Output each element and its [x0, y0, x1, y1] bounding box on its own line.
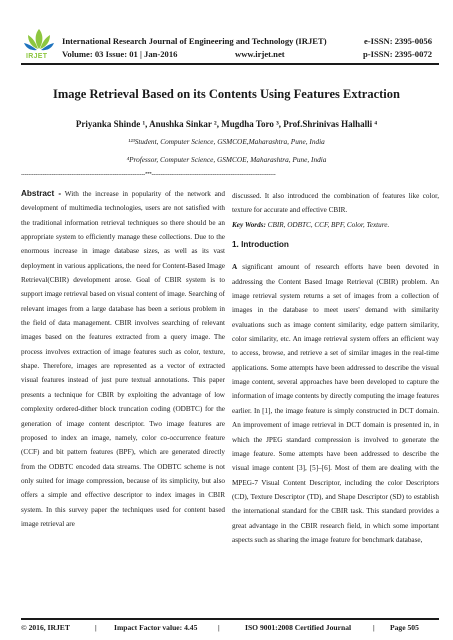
author-list: Priyanka Shinde ¹, Anushka Sinkar ², Mugdha Toro ³, Prof.Shrinivas Halhalli ⁴ — [75, 119, 378, 129]
header-line-1 — [62, 36, 432, 46]
e-issn: e-ISSN: 2395-0056 — [363, 36, 432, 46]
footer-page-number: Page 505 — [390, 623, 419, 632]
affiliation-students: ¹²³Student, Computer Science, GSMCOE,Maharashtra, Pune, India — [128, 137, 325, 146]
p-issn: p-ISSN: 2395-0072 — [363, 49, 432, 59]
header-line-2 — [62, 49, 432, 59]
abstract-label: Abstract - — [21, 189, 62, 198]
footer-divider-3: | — [373, 623, 375, 632]
left-column — [21, 187, 225, 531]
abstract-paragraph — [21, 187, 225, 531]
journal-name: International Research Journal of Engineering and Technology (IRJET) — [62, 36, 327, 46]
keywords-line — [232, 218, 439, 232]
introduction-heading: 1. Introduction — [232, 240, 289, 250]
keywords-label: Key Words: — [232, 220, 266, 229]
introduction-lead-letter: A — [232, 263, 238, 272]
abstract-continuation: discussed. It also introduced the combination of features like color, texture for accurate and effective CBIR. — [232, 192, 439, 215]
footer-iso: ISO 9001:2008 Certified Journal — [245, 623, 352, 632]
footer-divider-1: | — [95, 623, 97, 632]
keywords-text: CBIR, ODBTC, CCF, BPF, Color, Texture. — [267, 220, 390, 229]
paper-title: Image Retrieval Based on its Contents Using Features Extraction — [53, 87, 400, 101]
footer-impact-factor: Impact Factor value: 4.45 — [114, 623, 198, 632]
footer-copyright: © 2016, IRJET — [21, 623, 70, 632]
journal-header — [0, 0, 453, 66]
header-divider — [21, 63, 439, 65]
introduction-paragraph — [232, 260, 439, 547]
footer-divider-2: | — [218, 623, 220, 632]
logo-text: IRJET — [26, 53, 48, 60]
right-column — [232, 189, 439, 547]
abstract-text: With the increase in popularity of the network and development of multimedia technologies, users are not satisfied with the traditional information retrieval techniques so there should be an appropriate system to efficiently manage these collections. Due to the enormous increase in image database sizes, as well as its vast deployment in various applications, the need for Content-Based Image Retrieval(CBIR) development arose. Goal of CBIR system is to support image retrieval based on visual content of image. Searching of relevant images from a large database has been a serious problem in the field of data management. CBIR involves searching of relevant images based on the features extracted from a query image. The process involves extraction of image features such as color, texture, shape. Therefore, images are represented as a vector of extracted visual features instead of just pure textual annotations. This paper presents a technique for CBIR by exploiting the advantage of low complexity ordered-dither block truncation coding (ODBTC) for the generation of image content descriptor. Two image features are proposed to index an image, namely, color co-occurrence feature (CCF) and bit pattern features (BPF), which are generated directly from the ODBTC encoded data streams. The ODBTC scheme is not only suited for image compression, because of its simplicity, but also offers a simple and effective descriptor to index images in CBIR system. In this survey paper the techniques used for content based image retrieval are — [21, 190, 225, 528]
introduction-text: significant amount of research efforts have been devoted in addressing the Content Based Image Retrieval (CBIR) problem. An image retrieval system returns a set of images from a collection of images in the database to meet users' demand with similarity evaluations such as image content similarity, edge pattern similarity, color similarity, etc. An image retrieval system offers an efficient way to access, browse, and retrieve a set of similar images in the real-time applications. Some attempts have been addressed to describe the visual image content, several approaches have been developed to capture the information of image contents by directly computing the image features earlier. In [1], the image feature is simply constructed in DCT domain. An improvement of image retrieval in DCT domain is presented in, in which the JPEG standard compression is involved to generate the image feature. Some attempts have been addressed to describe the visual image content [3], [5]–[6]. Most of them are dealing with the MPEG-7 Visual Content Descriptor, including the color Descriptors (CD), Texture Descriptor (TD), and Shape Descriptor (SD) to establish the international standard for the CBIR task. This standard provides a great advantage in the CBIR research field, in which some important aspects such as sharing the image feature for benchmark database, — [232, 263, 439, 544]
section-separator: ---------------------------------------------------------------------***--------------------------------------------------------------------- — [21, 172, 276, 178]
journal-website-link[interactable]: www.irjet.net — [235, 49, 285, 59]
footer-divider — [21, 618, 439, 620]
page-footer — [21, 623, 439, 635]
affiliation-professor: ⁴Professor, Computer Science, GSMCOE, Maharashtra, Pune, India — [126, 155, 327, 164]
volume-info: Volume: 03 Issue: 01 | Jan-2016 — [62, 49, 178, 59]
